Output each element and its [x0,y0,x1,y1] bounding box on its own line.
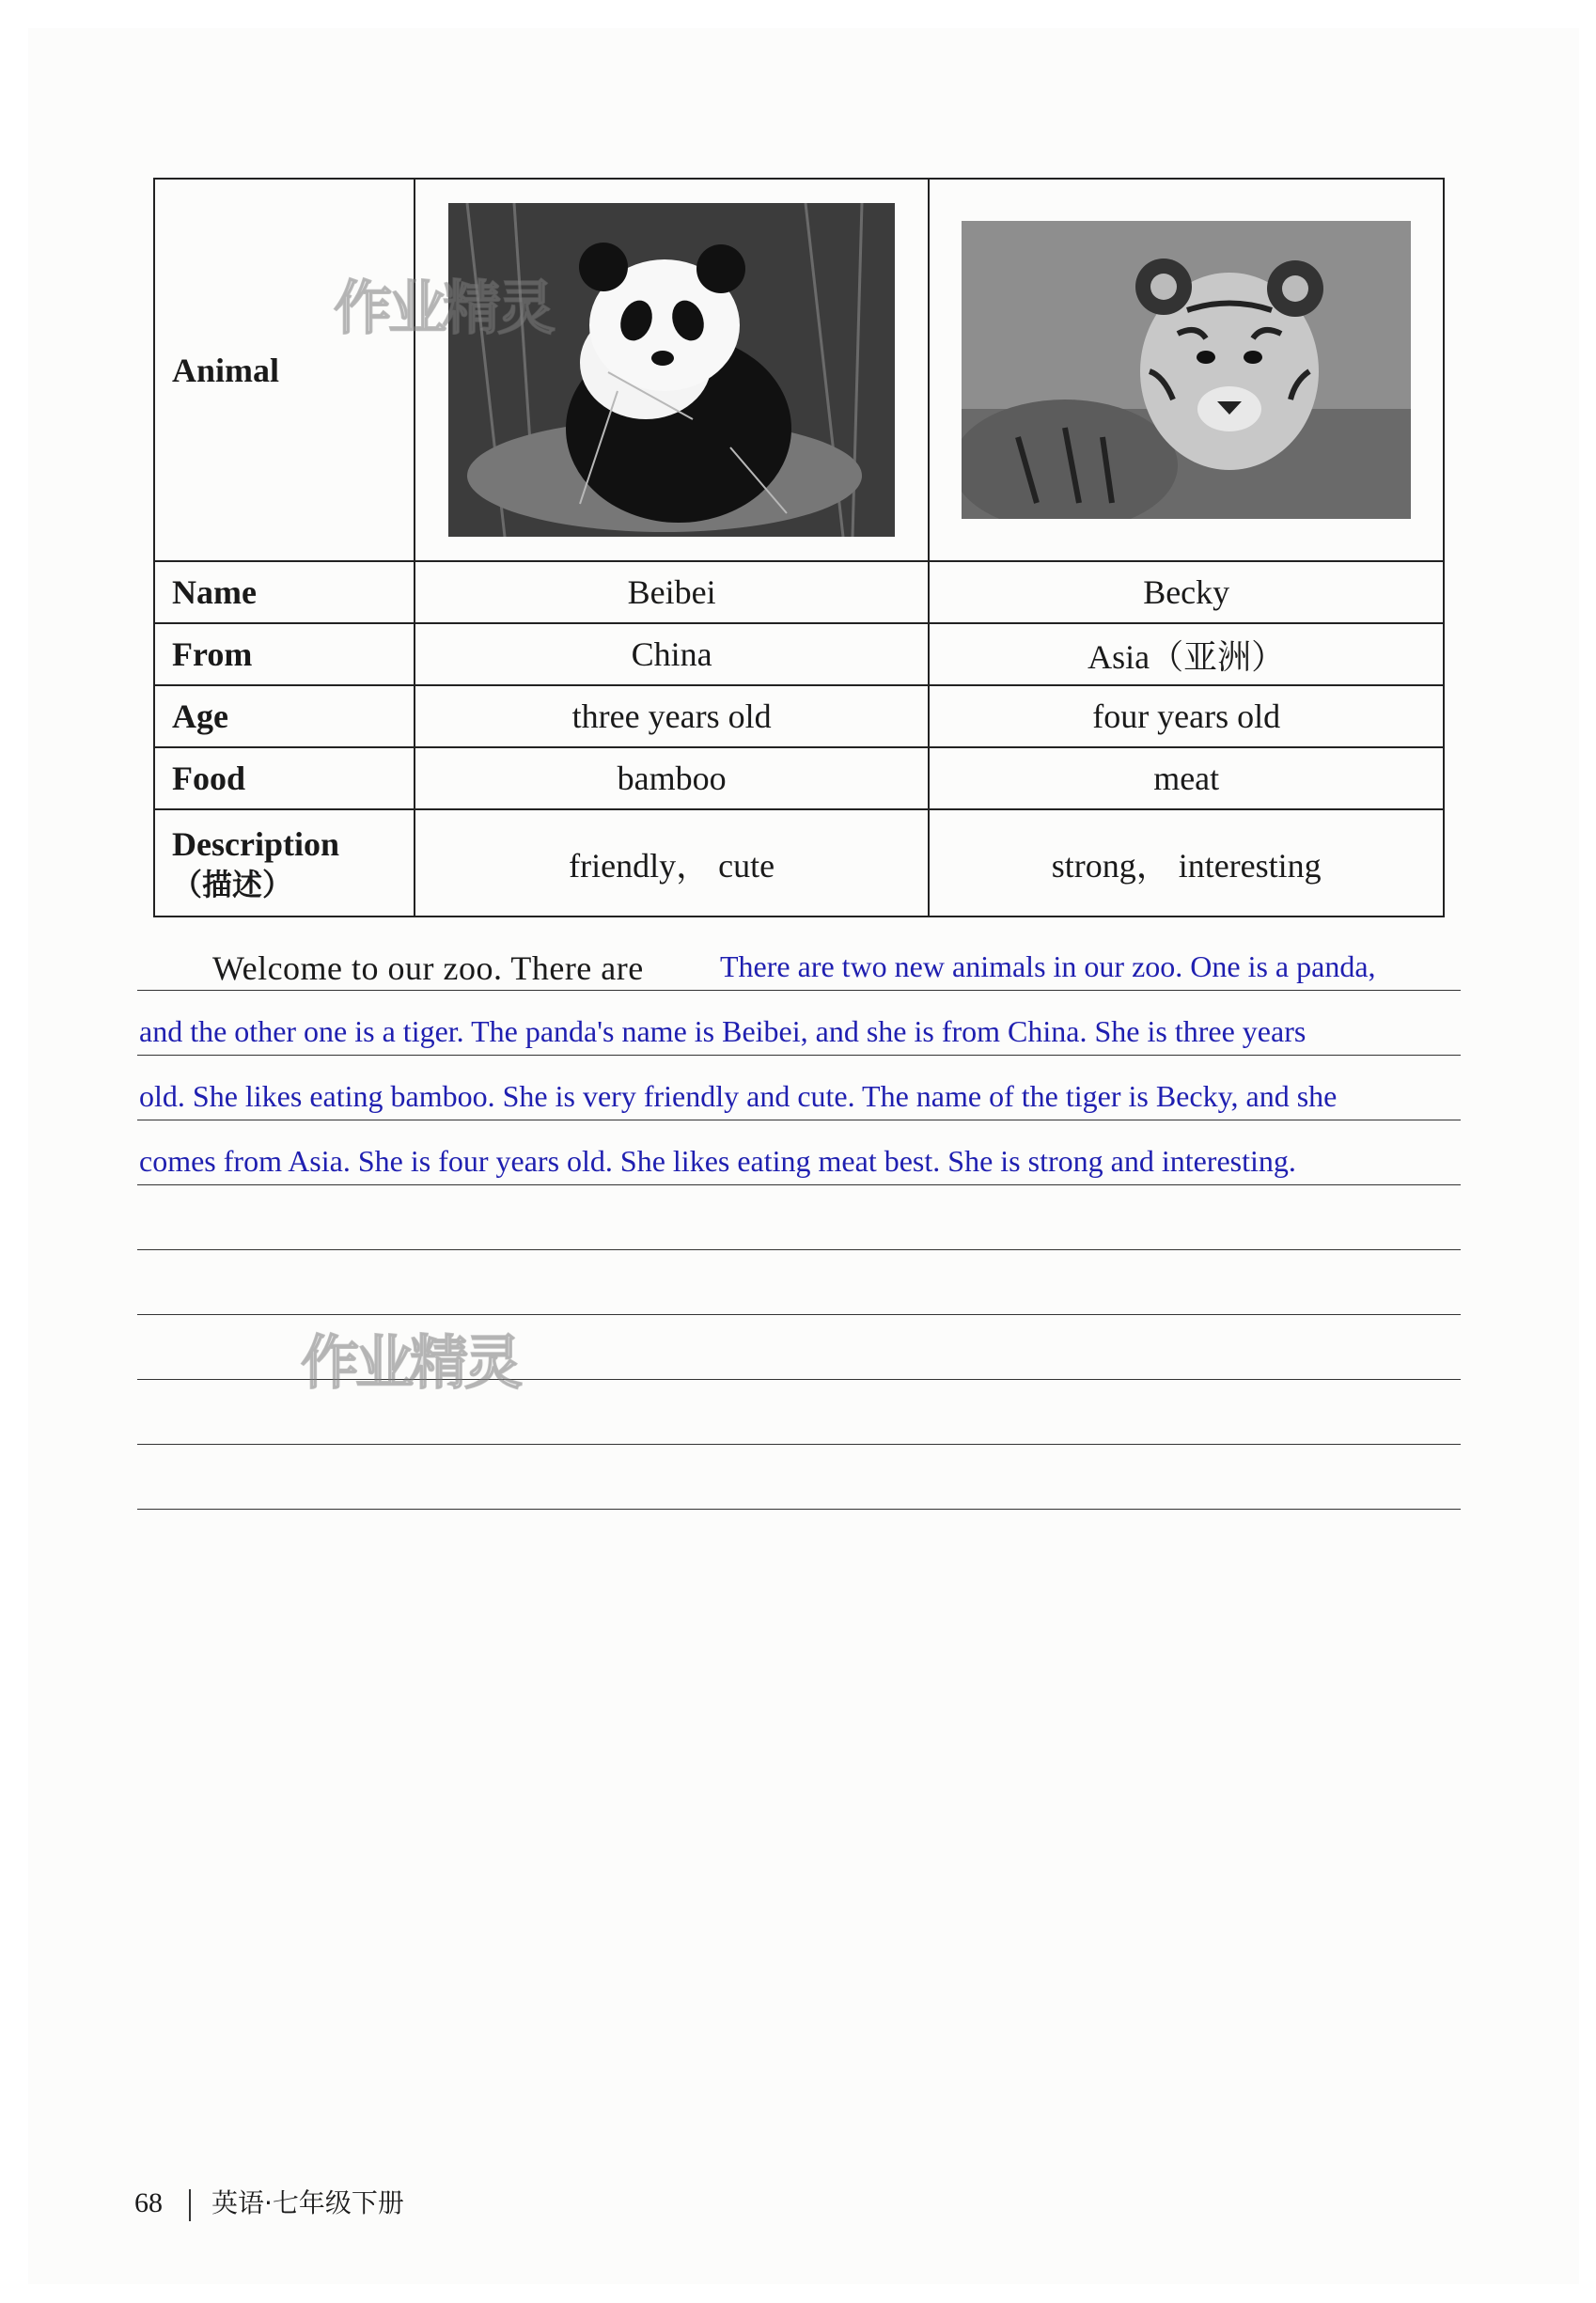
panda-photo [448,203,895,537]
watermark: 作业精灵 [301,1328,520,1397]
footer-divider [189,2189,191,2221]
answer-line: comes from Asia. She is four years old. She likes eating meat best. She is strong and interesting. [139,1144,1296,1178]
writing-line [137,1250,1461,1315]
writing-line [137,926,1461,991]
essay-area [137,926,1461,1510]
writing-line [137,1445,1461,1510]
answer-line: There are two new animals in our zoo. One is a panda, [720,949,1376,983]
table-row-description: Description （描述） friendly， cute strong， interesting [154,809,1444,916]
book-title: 英语·七年级下册 [211,2187,404,2218]
writing-line [137,1120,1461,1185]
description-label: Description （描述） [154,809,415,916]
watermark: 作业精灵 [334,274,553,342]
table-row: Name Beibei Becky [154,561,1444,623]
writing-line [137,1185,1461,1250]
table-row: From China Asia（亚洲） [154,623,1444,685]
writing-line [137,991,1461,1056]
answer-line: and the other one is a tiger. The panda's name is Beibei, and she is from China. She is three years [139,1014,1307,1048]
tiger-photo [962,221,1411,519]
page-footer [134,2183,404,2221]
page-number: 68 [134,2187,163,2218]
table-row-animal [154,179,1444,561]
animal-label: Animal [154,179,415,561]
table-row: Food bamboo meat [154,747,1444,809]
table-row: Age three years old four years old [154,685,1444,747]
writing-line [137,1056,1461,1120]
essay-lead: Welcome to our zoo. There are [212,949,644,987]
answer-line: old. She likes eating bamboo. She is very friendly and cute. The name of the tiger is Becky, and she [139,1079,1338,1113]
